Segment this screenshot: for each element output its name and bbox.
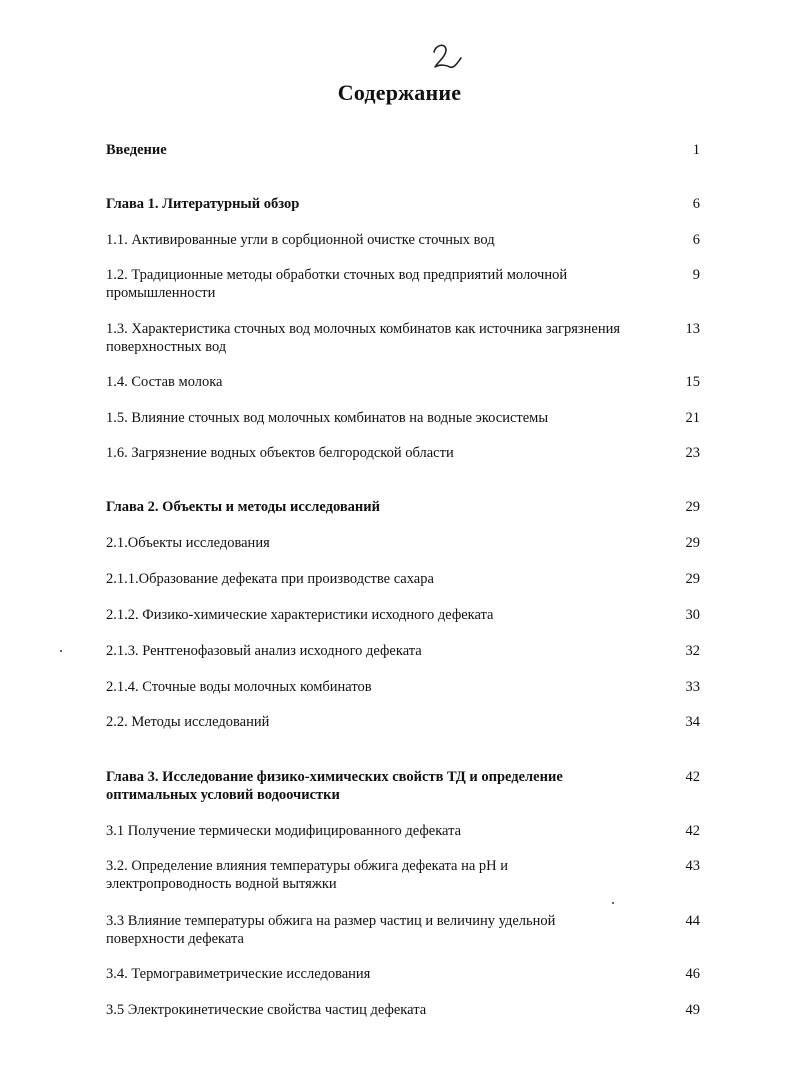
toc-entry-title: Глава 2. Объекты и методы исследований: [106, 499, 380, 515]
toc-entry-1-2: [106, 266, 700, 302]
toc-entry-page: 30: [685, 607, 700, 623]
toc-entry-3-1: [106, 822, 700, 840]
toc-entry-title: 3.3 Влияние температуры обжига на размер частиц и величину удельной поверхности дефеката: [106, 913, 556, 947]
toc-entry-page: 33: [685, 679, 700, 695]
toc-entry-2-1-4: [106, 678, 700, 696]
toc-entry-title: 1.5. Влияние сточных вод молочных комбинатов на водные экосистемы: [106, 410, 549, 426]
toc-entry-title: 1.4. Состав молока: [106, 374, 223, 390]
page-title: Содержание: [337, 80, 462, 105]
toc-entry-title: Глава 1. Литературный обзор: [106, 196, 300, 212]
toc-entry-1-6: [106, 444, 700, 462]
toc-entry-title: 2.2. Методы исследований: [106, 714, 270, 730]
toc-entry-page: 6: [692, 196, 700, 212]
toc-entry-page: 29: [685, 535, 700, 551]
toc-entry-2-1-1: [106, 570, 700, 588]
toc-entry-title: 2.1.1.Образование дефеката при производстве сахара: [106, 571, 434, 587]
toc-entry-page: 42: [685, 769, 700, 785]
scan-speck: [60, 650, 62, 652]
toc-entry-title: 2.1.Объекты исследования: [106, 535, 270, 551]
toc-entry-3-5: [106, 1001, 700, 1019]
toc-entry-title: 3.2. Определение влияния температуры обжига дефеката на рН и электропроводность водной вытяжки: [106, 858, 509, 892]
toc-entry-page: 43: [685, 858, 700, 874]
toc-entry-title: 2.1.3. Рентгенофазовый анализ исходного дефеката: [106, 643, 422, 659]
toc-entry-1-3: [106, 320, 700, 356]
toc-entry-3-2: [106, 857, 700, 893]
toc-entry-1-1: [106, 231, 700, 249]
toc-entry-page: 49: [685, 1002, 700, 1018]
toc-entry-page: 9: [692, 267, 700, 283]
toc-entry-page: 21: [685, 410, 700, 426]
toc-entry-chapter-2: [106, 498, 700, 516]
toc-entry-page: 42: [685, 823, 700, 839]
toc-entry-2-1: [106, 534, 700, 552]
toc-entry-chapter-3: [106, 768, 700, 804]
toc-entry-page: 1: [692, 142, 700, 158]
toc-entry-2-1-2: [106, 606, 700, 624]
toc-entry-3-4: [106, 965, 700, 983]
toc-entry-1-4: [106, 373, 700, 391]
toc-entry-title: Глава 3. Исследование физико-химических свойств ТД и определение оптимальных условий водоочистки: [106, 769, 563, 803]
toc-entry-title: 3.4. Термогравиметрические исследования: [106, 966, 371, 982]
toc-entry-introduction: [106, 141, 700, 159]
toc-entry-page: 29: [685, 571, 700, 587]
toc-entry-1-5: [106, 409, 700, 427]
toc-entry-title: 2.1.4. Сточные воды молочных комбинатов: [106, 679, 372, 695]
toc-entry-page: 13: [685, 321, 700, 337]
toc-entry-page: 6: [692, 232, 700, 248]
toc-entry-title: 3.5 Электрокинетические свойства частиц дефеката: [106, 1002, 427, 1018]
toc-entry-title: 1.3. Характеристика сточных вод молочных комбинатов как источника загрязнения поверхностных вод: [106, 321, 621, 355]
toc-entry-3-3: [106, 912, 700, 948]
toc-entry-chapter-1: [106, 195, 700, 213]
toc-entry-page: 32: [685, 643, 700, 659]
handwritten-page-number: [428, 40, 464, 72]
toc-entry-page: 34: [685, 714, 700, 730]
toc-entry-title: 1.6. Загрязнение водных объектов белгородской области: [106, 445, 454, 461]
toc-entry-title: Введение: [106, 142, 167, 158]
toc-entry-title: 2.1.2. Физико-химические характеристики исходного дефеката: [106, 607, 494, 623]
toc-entry-title: 3.1 Получение термически модифицированного дефеката: [106, 823, 462, 839]
toc-entry-title: 1.2. Традиционные методы обработки сточных вод предприятий молочной промышленности: [106, 267, 568, 301]
toc-entry-title: 1.1. Активированные угли в сорбционной очистке сточных вод: [106, 232, 495, 248]
toc-entry-page: 44: [685, 913, 700, 929]
toc-entry-page: 46: [685, 966, 700, 982]
scan-speck: [612, 902, 614, 904]
toc-entry-page: 29: [685, 499, 700, 515]
toc-entry-page: 15: [685, 374, 700, 390]
toc-entry-2-1-3: [106, 642, 700, 660]
toc-entry-page: 23: [685, 445, 700, 461]
toc-entry-2-2: [106, 713, 700, 731]
